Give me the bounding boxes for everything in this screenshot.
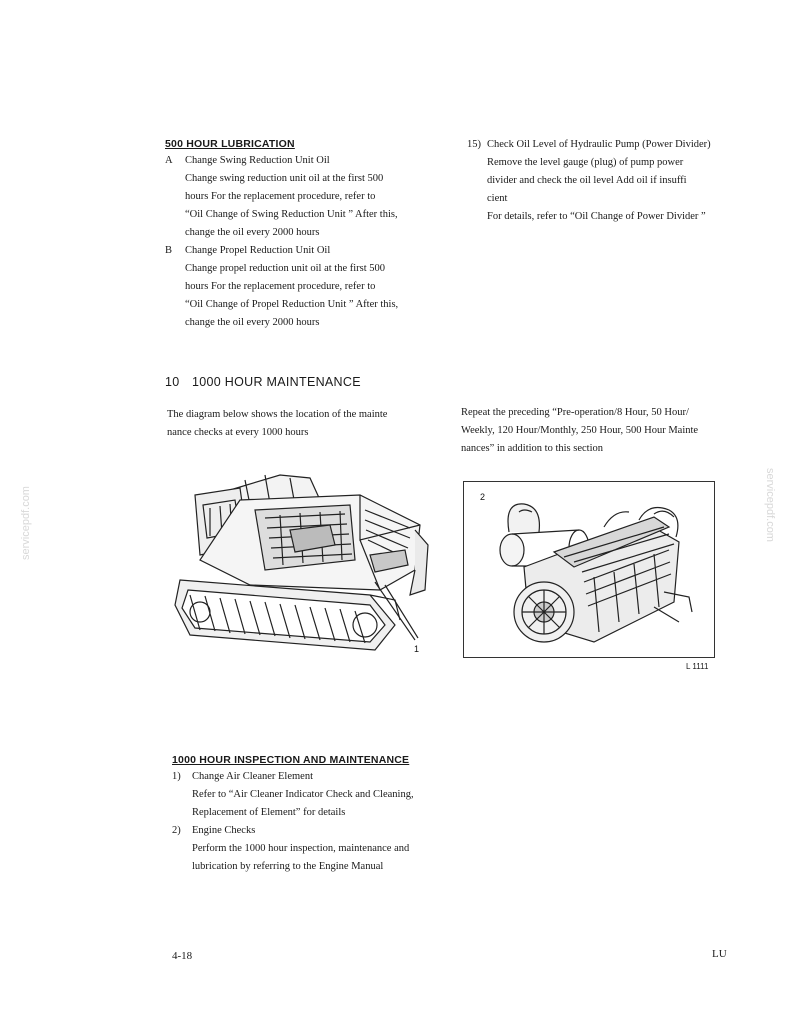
item-line: change the oil every 2000 hours <box>185 227 320 238</box>
item-line: For details, refer to “Oil Change of Power Divider ” <box>487 211 706 222</box>
engine-figure-box <box>463 481 715 658</box>
excavator-illustration <box>170 470 440 670</box>
item-line: Perform the 1000 hour inspection, maintenance and <box>192 843 410 854</box>
item-title: Check Oil Level of Hydraulic Pump (Power Divider) <box>487 139 711 150</box>
lubrication-item-b <box>165 242 430 332</box>
item-line: cient <box>487 193 508 204</box>
section-code: LU <box>712 948 727 960</box>
engine-caption: L 1111 <box>686 662 709 671</box>
item-body <box>185 152 430 242</box>
item-title: Change Air Cleaner Element <box>192 771 314 782</box>
item-label: 1) <box>172 771 181 782</box>
item-label: 2) <box>172 825 181 836</box>
engine-callout: 2 <box>480 492 486 502</box>
inspection-item-1 <box>172 768 452 822</box>
inspection-section <box>172 754 452 876</box>
inspection-heading: 1000 HOUR INSPECTION AND MAINTENANCE <box>172 754 410 766</box>
pump-check-item <box>467 136 737 226</box>
paragraph-line: nances” in addition to this section <box>461 443 604 454</box>
paragraph-line: The diagram below shows the location of the mainte <box>167 409 388 420</box>
item-title: Engine Checks <box>192 825 256 836</box>
item-line: Remove the level gauge (plug) of pump power <box>487 157 684 168</box>
item-line: Change propel reduction unit oil at the first 500 <box>185 263 386 274</box>
item-label: 15) <box>467 139 481 150</box>
section-heading <box>165 375 361 389</box>
section-number: 10 <box>165 375 180 389</box>
item-line: “Oil Change of Propel Reduction Unit ” After this, <box>185 299 399 310</box>
intro-right <box>461 404 736 458</box>
item-line: “Oil Change of Swing Reduction Unit ” After this, <box>185 209 398 220</box>
item-body <box>487 136 737 226</box>
item-line: lubrication by referring to the Engine Manual <box>192 861 384 872</box>
lubrication-heading: 500 HOUR LUBRICATION <box>165 138 295 150</box>
section-title: 1000 HOUR MAINTENANCE <box>192 375 361 389</box>
intro-left <box>167 406 432 442</box>
item-line: hours For the replacement procedure, refer to <box>185 191 376 202</box>
item-label: B <box>165 245 173 256</box>
inspection-item-2 <box>172 822 452 876</box>
item-line: Change swing reduction unit oil at the first 500 <box>185 173 384 184</box>
item-line: change the oil every 2000 hours <box>185 317 320 328</box>
item-body <box>192 822 452 876</box>
item-body <box>185 242 430 332</box>
item-label: A <box>165 155 173 166</box>
paragraph-line: Weekly, 120 Hour/Monthly, 250 Hour, 500 Hour Mainte <box>461 425 699 436</box>
paragraph-line: Repeat the preceding “Pre-operation/8 Hour, 50 Hour/ <box>461 407 689 418</box>
page-number: 4-18 <box>172 950 193 962</box>
excavator-callout: 1 <box>414 644 420 654</box>
item-line: Refer to “Air Cleaner Indicator Check and Cleaning, <box>192 789 414 800</box>
paragraph-line: nance checks at every 1000 hours <box>167 427 309 438</box>
item-line: Replacement of Element” for details <box>192 807 346 818</box>
watermark-right: servicepdf.com <box>764 468 776 542</box>
lubrication-section <box>165 138 430 332</box>
watermark-left: servicepdf.com <box>20 486 32 560</box>
excavator-figure <box>170 470 440 670</box>
engine-illustration <box>464 482 714 657</box>
item-body <box>192 768 452 822</box>
item-line: hours For the replacement procedure, refer to <box>185 281 376 292</box>
lubrication-item-a <box>165 152 430 242</box>
item-title: Change Propel Reduction Unit Oil <box>185 245 331 256</box>
item-line: divider and check the oil level Add oil if insuffi <box>487 175 687 186</box>
item-title: Change Swing Reduction Unit Oil <box>185 155 330 166</box>
